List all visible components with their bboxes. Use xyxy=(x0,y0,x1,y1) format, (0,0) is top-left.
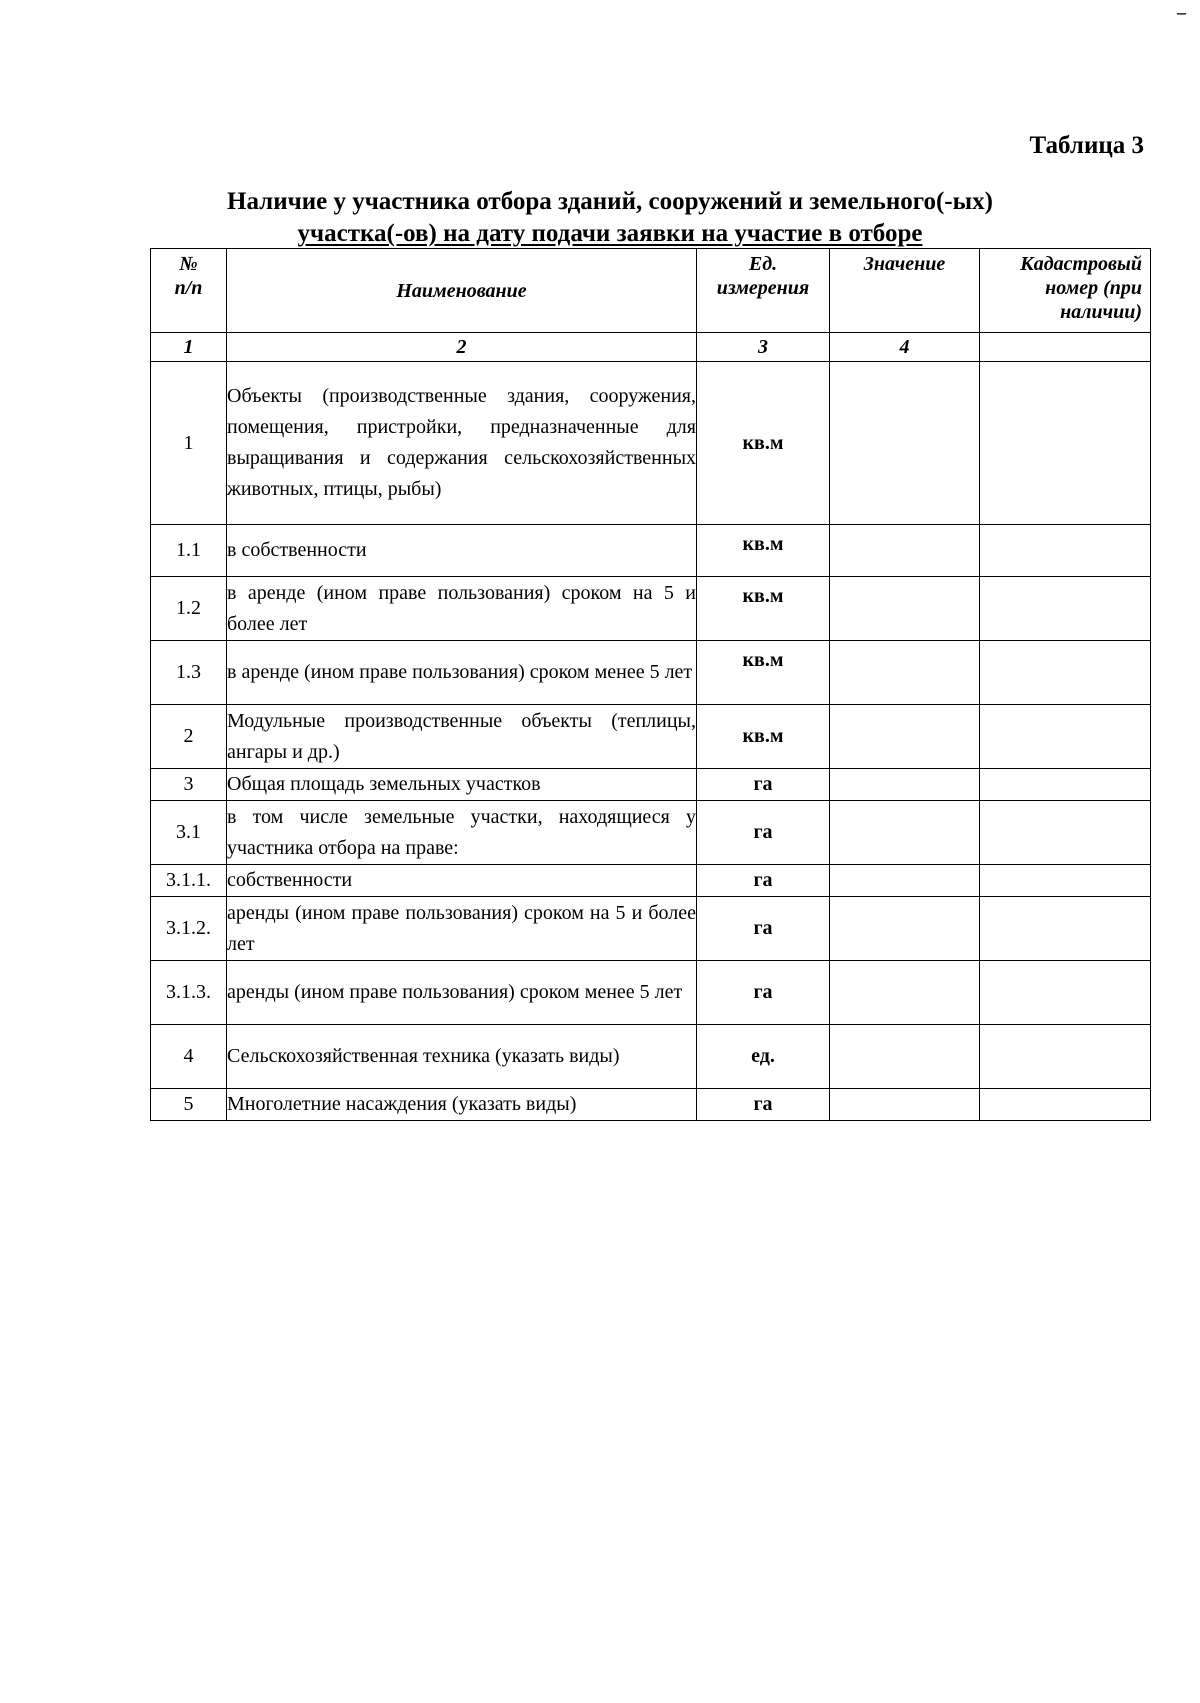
table-row xyxy=(151,641,1151,705)
row-cadastral xyxy=(980,897,1151,961)
row-value xyxy=(830,1025,980,1089)
row-cadastral xyxy=(980,362,1151,525)
row-number: 3 xyxy=(151,769,227,801)
row-unit: га xyxy=(697,897,830,961)
row-value xyxy=(830,865,980,897)
column-number xyxy=(980,333,1151,362)
row-number: 4 xyxy=(151,1025,227,1089)
row-number: 3.1.1. xyxy=(151,865,227,897)
row-number: 3.1.2. xyxy=(151,897,227,961)
row-unit: га xyxy=(697,801,830,865)
row-unit: га xyxy=(697,865,830,897)
column-number: 3 xyxy=(697,333,830,362)
row-value xyxy=(830,897,980,961)
header-unit: Ед. измерения xyxy=(697,249,830,333)
row-cadastral xyxy=(980,705,1151,769)
table-number: Таблица 3 xyxy=(1029,132,1144,159)
row-value xyxy=(830,961,980,1025)
column-number: 4 xyxy=(830,333,980,362)
table-row xyxy=(151,362,1151,525)
row-value xyxy=(830,1089,980,1121)
table-row xyxy=(151,525,1151,577)
row-unit: кв.м xyxy=(697,577,830,641)
row-unit: га xyxy=(697,1089,830,1121)
title-line-1: Наличие у участника отбора зданий, сооружений и земельного(-ых) xyxy=(227,188,993,215)
title-line-2: участка(-ов) на дату подачи заявки на участие в отборе xyxy=(297,220,923,247)
row-number: 2 xyxy=(151,705,227,769)
row-unit: га xyxy=(697,961,830,1025)
row-name: в том числе земельные участки, находящиеся у участника отбора на праве: xyxy=(227,801,697,865)
row-number: 5 xyxy=(151,1089,227,1121)
row-name: собственности xyxy=(227,865,697,897)
table-row xyxy=(151,801,1151,865)
row-cadastral xyxy=(980,641,1151,705)
column-number: 2 xyxy=(227,333,697,362)
row-number: 1.2 xyxy=(151,577,227,641)
header-name: Наименование xyxy=(227,249,697,333)
row-unit: га xyxy=(697,769,830,801)
row-unit: ед. xyxy=(697,1025,830,1089)
row-unit: кв.м xyxy=(697,525,830,577)
row-cadastral xyxy=(980,1089,1151,1121)
row-number: 3.1.3. xyxy=(151,961,227,1025)
row-value xyxy=(830,641,980,705)
row-number: 3.1 xyxy=(151,801,227,865)
row-name: Сельскохозяйственная техника (указать виды) xyxy=(227,1025,697,1089)
row-value xyxy=(830,769,980,801)
row-value xyxy=(830,362,980,525)
document-title xyxy=(150,186,1070,250)
row-cadastral xyxy=(980,865,1151,897)
row-cadastral xyxy=(980,769,1151,801)
row-number: 1.3 xyxy=(151,641,227,705)
row-name: Объекты (производственные здания, сооружения, помещения, пристройки, предназначенные для выращивания и содержания сельскохозяйственных животных, птицы, рыбы) xyxy=(227,362,697,525)
row-value xyxy=(830,525,980,577)
column-number: 1 xyxy=(151,333,227,362)
table-row xyxy=(151,705,1151,769)
column-number-row xyxy=(151,333,1151,362)
row-name: в аренде (ином праве пользования) сроком менее 5 лет xyxy=(227,641,697,705)
row-name: Многолетние насаждения (указать виды) xyxy=(227,1089,697,1121)
row-value xyxy=(830,705,980,769)
row-name: аренды (ином праве пользования) сроком менее 5 лет xyxy=(227,961,697,1025)
header-cadastral: Кадастровый номер (при наличии) xyxy=(980,249,1151,333)
row-name: в аренде (ином праве пользования) сроком на 5 и более лет xyxy=(227,577,697,641)
table-row xyxy=(151,769,1151,801)
row-name: Модульные производственные объекты (теплицы, ангары и др.) xyxy=(227,705,697,769)
row-number: 1 xyxy=(151,362,227,525)
header-value: Значение xyxy=(830,249,980,333)
header-num: № п/п xyxy=(151,249,227,333)
row-name: в собственности xyxy=(227,525,697,577)
row-unit: кв.м xyxy=(697,641,830,705)
table-row xyxy=(151,577,1151,641)
assets-table xyxy=(150,248,1151,1121)
row-cadastral xyxy=(980,577,1151,641)
row-cadastral xyxy=(980,1025,1151,1089)
table-row xyxy=(151,961,1151,1025)
row-unit: кв.м xyxy=(697,705,830,769)
table-row xyxy=(151,1025,1151,1089)
row-name: аренды (ином праве пользования) сроком на 5 и более лет xyxy=(227,897,697,961)
row-value xyxy=(830,801,980,865)
row-number: 1.1 xyxy=(151,525,227,577)
table-row xyxy=(151,865,1151,897)
row-cadastral xyxy=(980,961,1151,1025)
row-name: Общая площадь земельных участков xyxy=(227,769,697,801)
table-row xyxy=(151,897,1151,961)
row-unit: кв.м xyxy=(697,362,830,525)
row-cadastral xyxy=(980,525,1151,577)
header-row xyxy=(151,249,1151,333)
row-cadastral xyxy=(980,801,1151,865)
table-row xyxy=(151,1089,1151,1121)
corner-mark: – xyxy=(1177,2,1186,22)
row-value xyxy=(830,577,980,641)
